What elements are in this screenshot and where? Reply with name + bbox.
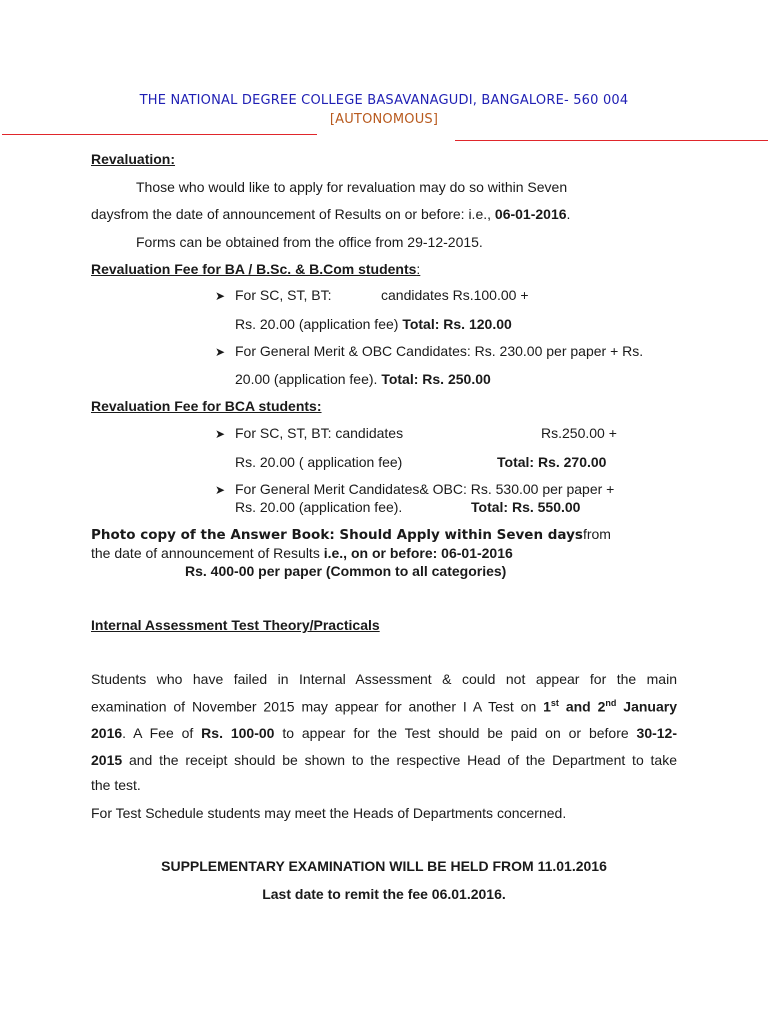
ia-date-1: 1 [543, 698, 551, 715]
ia-deadline-year: 2015 [91, 752, 123, 768]
fee-bca-item2-text: For General Merit Candidates& OBC: Rs. 530.00 per paper + [235, 481, 615, 497]
bullet-arrow-icon: ➤ [215, 289, 226, 303]
photocopy-line2-date: i.e., on or before: 06-01-2016 [323, 545, 513, 561]
ia-line3-text-a: . A Fee of [122, 725, 202, 741]
para1-date: 06-01-2016 [494, 206, 567, 222]
fee-bca-item2-total: Total: Rs. 550.00 [471, 499, 581, 515]
ia-date-month: January [616, 698, 677, 715]
fee-ba-item1-app: Rs. 20.00 (application fee) [235, 316, 403, 332]
bullet-arrow-icon: ➤ [215, 427, 226, 441]
ia-line3-text-b: to appear for the Test should be paid on or before [274, 725, 637, 741]
fee-ba-item1-total: Total: Rs. 120.00 [402, 316, 512, 332]
fee-ba-item2-text: For General Merit & OBC Candidates: Rs. 230.00 per paper + Rs. [235, 343, 644, 359]
fee-bca-item2 [215, 481, 614, 497]
fee-ba-item2-line2 [235, 371, 491, 387]
photocopy-line2-text: the date of announcement of Results [91, 545, 324, 561]
revaluation-para1-line1: Those who would like to apply for revaluation may do so within Seven [136, 179, 568, 195]
fee-bca-item1-total: Total: Rs. 270.00 [497, 454, 607, 470]
autonomous-label: [AUTONOMOUS] [329, 112, 439, 127]
ia-line3 [91, 725, 677, 741]
revaluation-para1-line2 [91, 206, 570, 222]
ia-sup-nd: nd [605, 698, 617, 708]
photocopy-heading-text: Photo copy of the Answer Book: Should Apply within Seven days [91, 527, 583, 543]
ia-line4-text: and the receipt should be shown to the respective Head of the Department to take [122, 752, 677, 768]
fee-bca-item1-line2: Rs. 20.00 ( application fee) [235, 454, 403, 470]
fee-ba-item1-value: candidates Rs.100.00 + [381, 287, 529, 303]
fee-ba-item2-total: Total: Rs. 250.00 [381, 371, 491, 387]
college-title: THE NATIONAL DEGREE COLLEGE BASAVANAGUDI, BANGALORE- 560 004 [139, 93, 629, 108]
ia-fee: Rs. 100-00 [201, 725, 275, 741]
ia-date-and: and 2 [558, 698, 606, 715]
ia-line1: Students who have failed in Internal Assessment & could not appear for the main [91, 671, 677, 687]
photocopy-heading [91, 526, 611, 543]
bullet-arrow-icon: ➤ [215, 345, 226, 359]
revaluation-para2: Forms can be obtained from the office from 29-12-2015. [136, 234, 483, 250]
supplementary-notice: SUPPLEMENTARY EXAMINATION WILL BE HELD FROM 11.01.2016 [161, 858, 607, 874]
ia-sup-st: st [550, 698, 559, 708]
fee-ba-item2-app: 20.00 (application fee). [235, 371, 382, 387]
fee-bca-item1-value: Rs.250.00 + [541, 425, 617, 441]
fee-bca-item2-line2: Rs. 20.00 (application fee). [235, 499, 403, 515]
ia-line2-text: examination of November 2015 may appear for another I A Test on [91, 698, 544, 715]
ia-year: 2016 [91, 725, 123, 741]
para1-text: daysfrom the date of announcement of Results on or before: i.e., [91, 206, 495, 222]
fee-ba-item1 [215, 287, 331, 303]
fee-ba-item2 [215, 343, 643, 359]
bullet-arrow-icon: ➤ [215, 483, 226, 497]
header-rule-left [2, 134, 317, 135]
ia-line5: the test. [91, 777, 141, 793]
header-rule-right [455, 140, 768, 141]
fee-bca-item1 [215, 425, 403, 441]
fee-bca-item1-label: For SC, ST, BT: candidates [235, 425, 404, 441]
fee-ba-item1-line2 [235, 316, 512, 332]
fee-ba-item1-label: For SC, ST, BT: [235, 287, 332, 303]
photocopy-line2 [91, 545, 513, 561]
supplementary-fee-date: Last date to remit the fee 06.01.2016. [262, 886, 506, 902]
revaluation-heading: Revaluation: [91, 151, 176, 167]
fee-bca-heading: Revaluation Fee for BCA students: [91, 398, 322, 414]
ia-line6: For Test Schedule students may meet the Heads of Departments concerned. [91, 805, 567, 821]
fee-ba-heading [91, 261, 420, 277]
photocopy-fee: Rs. 400-00 per paper (Common to all categories) [185, 563, 507, 579]
fee-ba-heading-text: Revaluation Fee for BA / B.Sc. & B.Com students [91, 261, 417, 277]
fee-ba-heading-colon: : [416, 261, 421, 277]
ia-deadline: 30-12- [636, 725, 677, 741]
ia-line4 [91, 752, 677, 768]
ia-line2 [91, 698, 677, 715]
ia-heading: Internal Assessment Test Theory/Practicals [91, 617, 380, 633]
photocopy-heading-tail: from [582, 526, 611, 542]
para1-end: . [566, 206, 571, 222]
